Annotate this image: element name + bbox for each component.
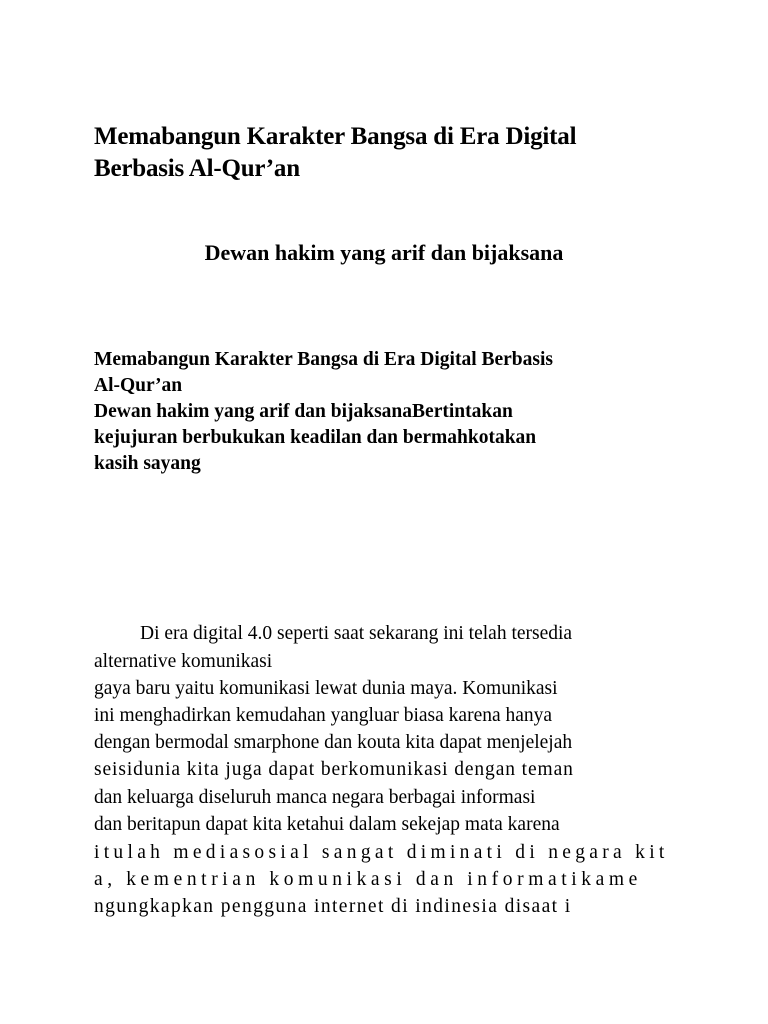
body-line-3: gaya baru yaitu komunikasi lewat dunia maya. Komunikasi	[94, 678, 558, 699]
section-line-2: Al-Qur’an	[94, 375, 183, 396]
body-line-5: dengan bermodal smarphone dan kouta kita dapat menjelejah	[94, 732, 573, 753]
body-line-6: seisidunia kita juga dapat berkomunikasi dengan teman	[94, 759, 574, 780]
document-title-line-1: Memabangun Karakter Bangsa di Era Digital	[94, 123, 577, 150]
section-line-4: kejujuran berbukukan keadilan dan bermahkotakan	[94, 427, 537, 448]
document-subtitle: Dewan hakim yang arif dan bijaksana	[204, 240, 564, 265]
section-line-3: Dewan hakim yang arif dan bijaksanaBertintakan	[94, 401, 513, 422]
section-line-5: kasih sayang	[94, 453, 201, 474]
body-line-7: dan keluarga diseluruh manca negara berbagai informasi	[94, 787, 536, 808]
body-line-4: ini menghadirkan kemudahan yangluar biasa karena hanya	[94, 705, 553, 726]
body-line-2: alternative komunikasi	[94, 651, 273, 672]
body-line-9: itulah mediasosial sangat diminati di negara kit	[94, 842, 669, 863]
body-line-11: ngungkapkan pengguna internet di indinesia disaat i	[94, 896, 572, 917]
document-title-line-2: Berbasis Al-Qur’an	[94, 155, 300, 182]
section-line-1: Memabangun Karakter Bangsa di Era Digital Berbasis	[94, 349, 554, 370]
body-line-1: Di era digital 4.0 seperti saat sekarang ini telah tersedia	[140, 623, 573, 644]
body-line-10: a, kementrian komunikasi dan informatikame	[94, 869, 642, 890]
body-line-8: dan beritapun dapat kita ketahui dalam sekejap mata karena	[94, 814, 560, 835]
